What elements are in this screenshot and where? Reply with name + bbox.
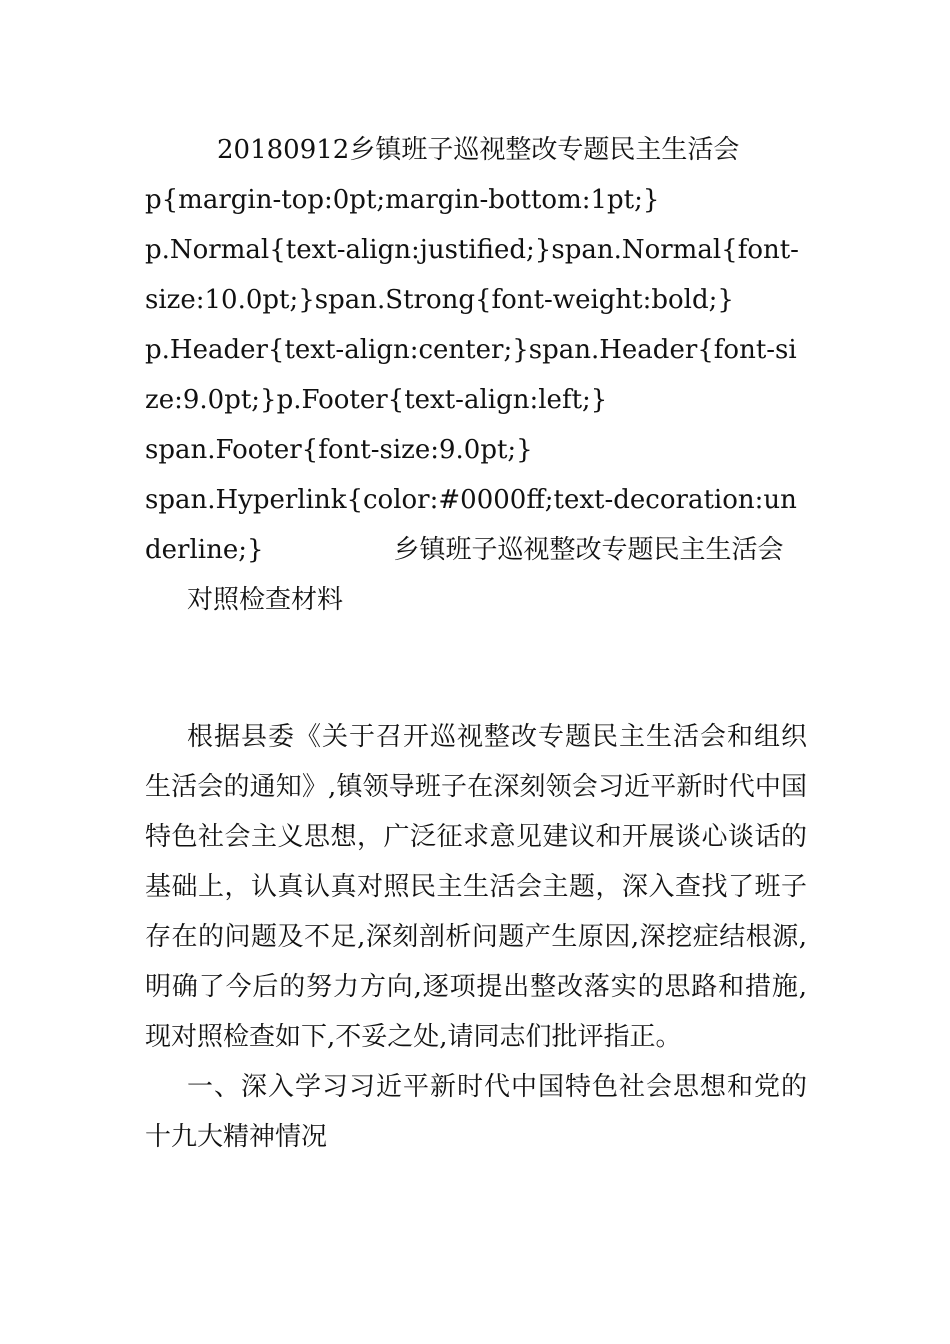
section-heading: 一、深入学习习近平新时代中国特色社会思想和党的十九大精神情况 <box>145 1072 807 1152</box>
document-content <box>145 125 807 1162</box>
body-paragraph: 根据县委《关于召开巡视整改专题民主生活会和组织生活会的通知》,镇领导班子在深刻领会习近平新时代中国特色社会主义思想，广泛征求意见建议和开展谈心谈话的基础上，认真认真对照民主生活会主题，深入查找了班子存在的问题及不足,深刻剖析问题产生原因,深挖症结根源,明确了今后的努力方向,逐项提出整改落实的思路和措施,现对照检查如下,不妥之处,请同志们批评指正。 <box>145 722 807 1052</box>
css-line: p.Normal{text-align:justified;}span.Normal{font-size:10.0pt;}span.Strong{font-weight:bold;} <box>145 235 799 315</box>
css-line: p.Header{text-align:center;}span.Header{font-size:9.0pt;}p.Footer{text-align:left;} <box>145 335 797 415</box>
document-subheading: 对照检查材料 <box>187 585 344 615</box>
blank-space <box>145 625 807 712</box>
css-line-hyperlink: span.Hyperlink{color:#0000ff;text-decoration:underline;} <box>145 485 797 565</box>
document-heading: 乡镇班子巡视整改专题民主生活会 <box>393 535 784 565</box>
css-line: p{margin-top:0pt;margin-bottom:1pt;} <box>145 185 660 215</box>
css-line: span.Footer{font-size:9.0pt;} <box>145 435 533 465</box>
document-title: 20180912乡镇班子巡视整改专题民主生活会 <box>217 135 740 165</box>
css-and-heading-paragraph <box>145 475 807 575</box>
